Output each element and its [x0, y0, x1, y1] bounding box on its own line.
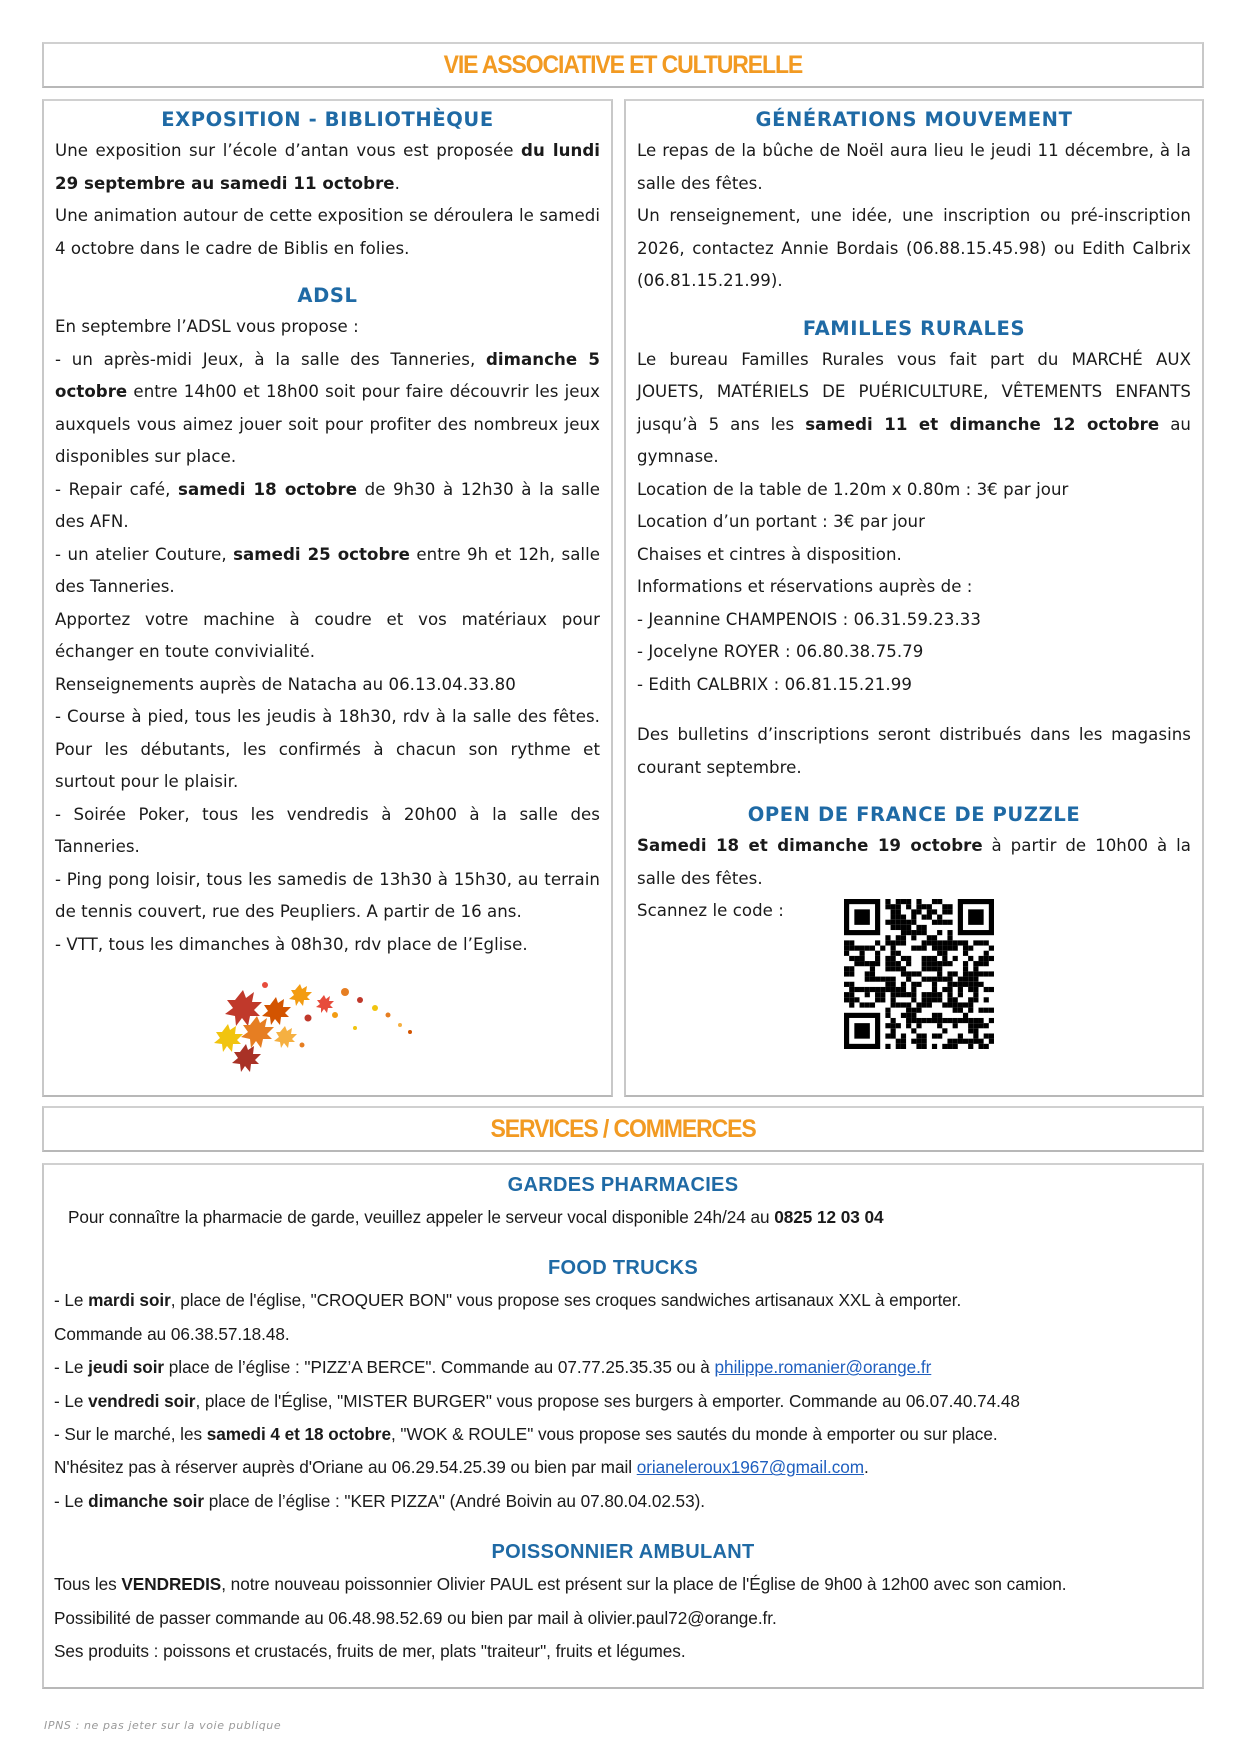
paragraph: Renseignements auprès de Natacha au 06.13.04.33.80 [55, 674, 516, 694]
email-link[interactable]: philippe.romanier@orange.fr [714, 1357, 932, 1378]
section-title: EXPOSITION - BIBLIOTHÈQUE [161, 108, 494, 131]
paragraph: Location d’un portant : 3€ par jour [637, 512, 925, 531]
banner-vie-associative [42, 42, 1204, 88]
section-title: FAMILLES RURALES [802, 316, 1026, 340]
contact-item: - Edith CALBRIX : 06.81.15.21.99 [637, 674, 912, 694]
section-title: GÉNÉRATIONS MOUVEMENT [755, 108, 1073, 131]
contact-item: - Jocelyne ROYER : 06.80.38.75.79 [637, 642, 924, 661]
paragraph: Chaises et cintres à disposition. [637, 544, 902, 564]
list-item: - Le vendredi soir, place de l'Église, "MISTER BURGER" vous propose ses burgers à emporter. Commande au 06.07.40.74.48 [54, 1390, 1020, 1411]
section-title: POISSONNIER AMBULANT [491, 1541, 755, 1564]
leaf-icon [214, 982, 412, 1072]
section-pharmacies [54, 1169, 1192, 1234]
paragraph: Des bulletins d’inscriptions seront distribués dans les magasins courant septembre. [637, 725, 1191, 777]
list-item: - Le dimanche soir place de l’église : "KER PIZZA" (André Boivin au 07.80.04.02.53). [54, 1490, 705, 1511]
scan-label: Scannez le code : [637, 901, 784, 920]
banner-title: VIE ASSOCIATIVE ET CULTURELLE [443, 50, 803, 79]
list-item: - Ping pong loisir, tous les samedis de 13h30 à 15h30, au terrain de tennis couvert, rue des Peupliers. A partir de 16 ans. [55, 869, 600, 921]
list-item: - Le jeudi soir place de l’église : "PIZZ’A BERCE". Commande au 07.77.25.35.35 ou à philippe.romanier@orange.fr [54, 1357, 932, 1378]
paragraph: Le bureau Familles Rurales vous fait part du MARCHÉ AUX JOUETS, MATÉRIELS DE PUÉRICULTURE, VÊTEMENTS ENFANTS jusqu’à 5 ans les samedi 11 et dimanche 12 octobre au gymnase. [637, 349, 1191, 466]
list-item: - Sur le marché, les samedi 4 et 18 octobre, "WOK & ROULE" vous propose ses sautés du monde à emporter ou sur place. [54, 1424, 998, 1445]
paragraph: Commande au 06.38.57.18.48. [54, 1323, 290, 1344]
autumn-leaves-image [210, 970, 440, 1080]
paragraph: Une exposition sur l’école d’antan vous est proposée du lundi 29 septembre au samedi 11 octobre. [55, 141, 600, 193]
section-food-trucks [54, 1252, 1192, 1518]
list-item: - un après-midi Jeux, à la salle des Tanneries, dimanche 5 octobre entre 14h00 et 18h00 soit pour faire découvrir les jeux auxquels vous aimez jouer soit pour profiter des nombreux jeux disponibles sur place. [55, 349, 600, 466]
right-column [624, 99, 1204, 1097]
left-column [42, 99, 613, 1097]
paragraph: Ses produits : poissons et crustacés, fruits de mer, plats "traiteur", fruits et légumes. [54, 1641, 686, 1662]
paragraph: Location de la table de 1.20m x 0.80m : 3€ par jour [637, 479, 1069, 499]
paragraph: Samedi 18 et dimanche 19 octobre à partir de 10h00 à la salle des fêtes. [637, 836, 1191, 888]
banner-services [42, 1106, 1204, 1152]
paragraph: Tous les VENDREDIS, notre nouveau poissonnier Olivier PAUL est présent sur la place de l'Église de 9h00 à 12h00 avec son camion. [54, 1574, 1067, 1595]
qr-code-icon[interactable] [844, 899, 994, 1049]
section-familles-rurales [637, 314, 1191, 785]
list-item: - Course à pied, tous les jeudis à 18h30, rdv à la salle des fêtes. Pour les débutants, les confirmés à chacun son rythme et surtout pour le plaisir. [55, 707, 600, 791]
section-title: OPEN DE FRANCE DE PUZZLE [747, 803, 1081, 826]
paragraph: Possibilité de passer commande au 06.48.98.52.69 ou bien par mail à olivier.paul72@orange.fr. [54, 1607, 777, 1628]
banner-title: SERVICES / COMMERCES [490, 1114, 756, 1143]
section-title: ADSL [297, 284, 358, 307]
paragraph: Le repas de la bûche de Noël aura lieu le jeudi 11 décembre, à la salle des fêtes. [637, 141, 1191, 193]
paragraph: Une animation autour de cette exposition se déroulera le samedi 4 octobre dans le cadre de Biblis en folies. [55, 206, 600, 258]
paragraph: Un renseignement, une idée, une inscription ou pré-inscription 2026, contactez Annie Bordais (06.88.15.45.98) ou Edith Calbrix (06.81.15.21.99). [637, 206, 1191, 290]
footer-ipns: IPNS : ne pas jeter sur la voie publique [44, 1719, 282, 1732]
paragraph: En septembre l’ADSL vous propose : [55, 317, 359, 336]
services-box [42, 1163, 1204, 1689]
list-item: - Repair café, samedi 18 octobre de 9h30 à 12h30 à la salle des AFN. [55, 479, 601, 531]
paragraph: Pour connaître la pharmacie de garde, veuillez appeler le serveur vocal disponible 24h/24 au 0825 12 03 04 [68, 1207, 884, 1227]
paragraph: Informations et réservations auprès de : [637, 577, 973, 596]
paragraph: Apportez votre machine à coudre et vos matériaux pour échanger en toute convivialité. [55, 609, 600, 661]
section-generations [637, 105, 1191, 298]
section-adsl [55, 281, 600, 961]
list-item: - Soirée Poker, tous les vendredis à 20h00 à la salle des Tanneries. [55, 804, 600, 856]
section-puzzle [637, 800, 1191, 1049]
section-title: GARDES PHARMACIES [507, 1174, 739, 1196]
section-poissonnier [54, 1536, 1192, 1668]
section-exposition [55, 105, 600, 265]
list-item: - un atelier Couture, samedi 25 octobre entre 9h et 12h, salle des Tanneries. [55, 544, 600, 596]
list-item: - Le mardi soir, place de l'église, "CROQUER BON" vous propose ses croques sandwiches artisanaux XXL à emporter. [54, 1290, 962, 1311]
email-link[interactable]: orianeleroux1967@gmail.com [636, 1457, 865, 1478]
contact-item: - Jeannine CHAMPENOIS : 06.31.59.23.33 [637, 609, 982, 629]
section-title: FOOD TRUCKS [548, 1257, 698, 1280]
paragraph: N'hésitez pas à réserver auprès d'Oriane au 06.29.54.25.39 ou bien par mail orianeleroux1967@gmail.com. [54, 1457, 869, 1478]
list-item: - VTT, tous les dimanches à 08h30, rdv place de l’Eglise. [55, 934, 528, 954]
